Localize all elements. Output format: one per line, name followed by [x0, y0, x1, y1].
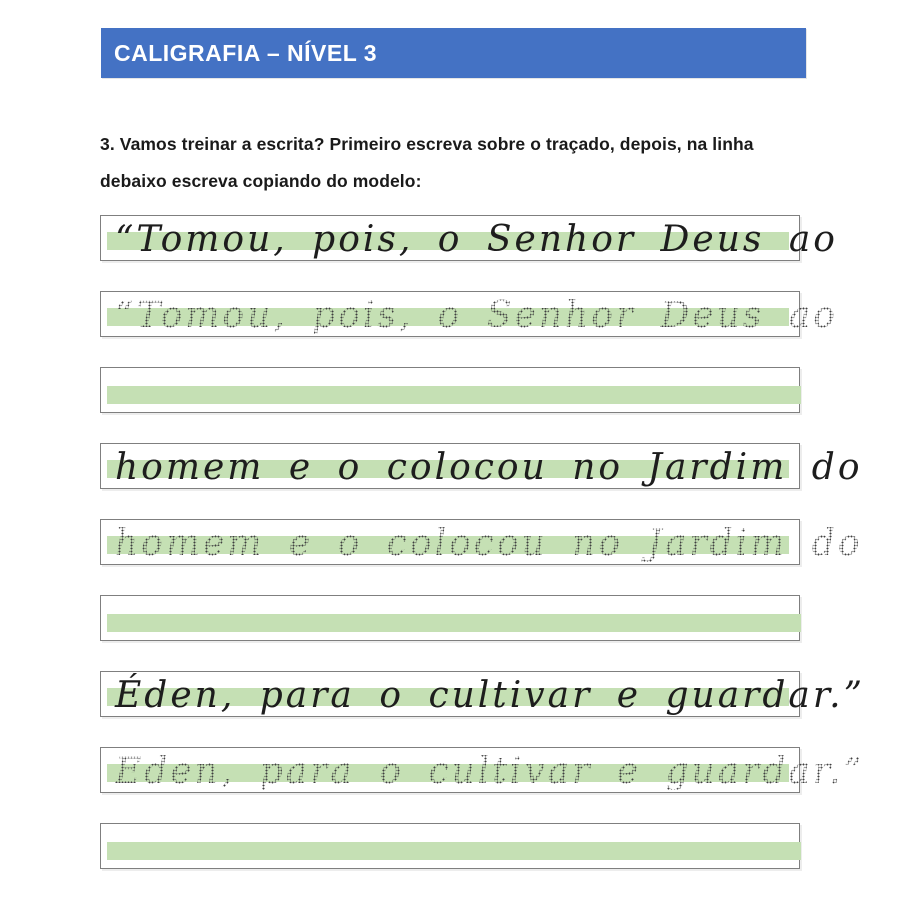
page-title: CALIGRAFIA – NÍVEL 3 [114, 39, 378, 66]
model-cursive-text: Éden, para o cultivar e guardar.” [115, 675, 865, 716]
instruction-line-1: 3. Vamos treinar a escrita? Primeiro escreva sobre o traçado, depois, na linha [100, 134, 754, 154]
guide-band [107, 614, 801, 632]
title-bar [101, 28, 806, 78]
instruction-line-2: debaixo escreva copiando do modelo: [100, 171, 422, 191]
copy-blank-line-3 [100, 823, 800, 869]
trace-line-2 [100, 519, 863, 565]
model-line-1 [100, 215, 838, 261]
model-cursive-text: homem e o colocou no Jardim do [115, 447, 863, 488]
trace-dotted-text: Éden, para o cultivar e guardar.” [115, 751, 865, 792]
copy-blank-line-2 [100, 595, 800, 641]
trace-line-1 [100, 291, 838, 337]
model-line-3 [100, 671, 865, 717]
writing-rows [100, 215, 865, 899]
model-cursive-text: “Tomou, pois, o Senhor Deus ao [115, 219, 838, 260]
instruction-text [100, 126, 830, 200]
trace-dotted-text: homem e o colocou no Jardim do [115, 523, 863, 564]
copy-blank-line-1 [100, 367, 800, 413]
model-line-2 [100, 443, 863, 489]
guide-band [107, 842, 801, 860]
trace-dotted-text: “Tomou, pois, o Senhor Deus ao [115, 295, 838, 336]
trace-line-3 [100, 747, 865, 793]
guide-band [107, 386, 801, 404]
